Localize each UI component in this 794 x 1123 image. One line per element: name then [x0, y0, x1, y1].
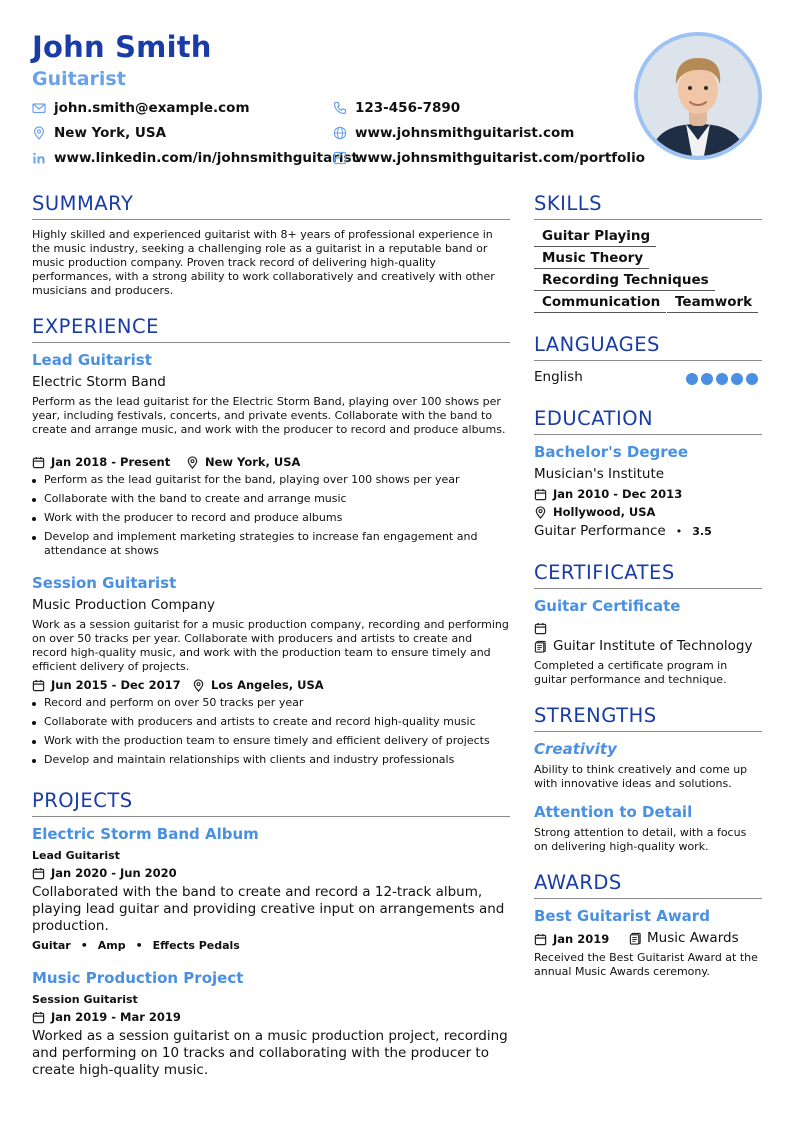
skill-tag: Teamwork: [667, 294, 758, 313]
summary-text: Highly skilled and experienced guitarist with 8+ years of professional experience in the music industry, seeking a challenging role as a guitarist in a reputable band or music production company. Proven track record of delivering high-quality performances, with a strong ability to work collaboratively and creatively with other musicians and producers.: [32, 228, 495, 297]
calendar-icon: [32, 679, 45, 692]
bullet-icon: [32, 498, 36, 502]
job-title: Session Guitarist: [32, 574, 177, 592]
certificate-icon: [629, 932, 642, 945]
job-title: Lead Guitarist: [32, 351, 152, 369]
summary-heading: SUMMARY: [32, 192, 510, 220]
tag: Amp: [97, 939, 126, 952]
list-item: Collaborate with producers and artists to create and record high-quality music: [32, 715, 510, 729]
bullet-icon: [32, 740, 36, 744]
job-dates: Jun 2015 - Dec 2017: [32, 678, 181, 692]
location-pin-icon: [192, 679, 205, 692]
bullet-icon: [32, 721, 36, 725]
language-level-dot: [686, 373, 698, 385]
award-title: Best Guitarist Award: [534, 907, 710, 925]
skill-tag: Guitar Playing: [534, 228, 656, 247]
certificates-heading: CERTIFICATES: [534, 561, 762, 589]
tag: Effects Pedals: [152, 939, 240, 952]
awards-heading: AWARDS: [534, 871, 762, 899]
skill-tag: Communication: [534, 294, 666, 313]
list-item: Record and perform on over 50 tracks per year: [32, 696, 510, 710]
project-description: Worked as a session guitarist on a music production project, recording and performing on 10 tracks and collaborating with the producer to create high-quality music.: [32, 1028, 508, 1078]
contact-email[interactable]: [32, 100, 250, 116]
project-title: Electric Storm Band Album: [32, 825, 259, 843]
bullet-icon: [32, 517, 36, 521]
email-text: john.smith@example.com: [54, 100, 250, 116]
resume-name: John Smith: [32, 30, 212, 64]
strength-title: Creativity: [534, 740, 617, 758]
globe-icon: [333, 126, 347, 140]
education-location: Hollywood, USA: [534, 505, 655, 519]
education-degree: Bachelor's Degree: [534, 443, 688, 461]
list-item: Work with the producer to record and produce albums: [32, 511, 510, 525]
phone-icon: [333, 101, 347, 115]
project-title: Music Production Project: [32, 969, 244, 987]
skills-heading: SKILLS: [534, 192, 762, 220]
email-icon: [32, 101, 46, 115]
website-text: www.johnsmithguitarist.com: [355, 125, 575, 141]
calendar-icon: [32, 1011, 45, 1024]
strength-title: Attention to Detail: [534, 803, 693, 821]
calendar-icon: [534, 622, 547, 635]
location-pin-icon: [534, 506, 547, 519]
contact-linkedin[interactable]: [32, 150, 358, 166]
job-description: Work as a session guitarist for a music production company, recording and performing on over 50 tracks per year. Collaborate with producers and artists to create and record high-quality music, and work with the production team to ensure timely and efficient delivery of projects.: [32, 618, 509, 673]
language-level-dot: [731, 373, 743, 385]
bullet-icon: [32, 759, 36, 763]
experience-heading: EXPERIENCE: [32, 315, 510, 343]
resume-role: Guitarist: [32, 68, 126, 90]
project-role: Session Guitarist: [32, 993, 138, 1006]
project-role: Lead Guitarist: [32, 849, 120, 862]
contact-location: [32, 125, 166, 141]
education-field: Guitar Performance • 3.5: [534, 523, 712, 539]
calendar-icon: [534, 488, 547, 501]
linkedin-icon: [32, 151, 46, 165]
portfolio-text: www.johnsmithguitarist.com/portfolio: [355, 150, 645, 166]
contact-website[interactable]: [333, 125, 574, 141]
certificate-description: Completed a certificate program in guitar performance and technique.: [534, 659, 728, 686]
job-company: Electric Storm Band: [32, 374, 166, 390]
strength-description: Ability to think creatively and come up with innovative ideas and solutions.: [534, 763, 748, 790]
education-dates: Jan 2010 - Dec 2013: [534, 487, 682, 501]
job-location: Los Angeles, USA: [192, 678, 324, 692]
job-description: Perform as the lead guitarist for the Electric Storm Band, playing over 100 shows per year, including festivals, concerts, and private events. Collaborate with the band to create and arrange music, and work with the producer to record and produce albums.: [32, 395, 506, 436]
project-dates: Jan 2019 - Mar 2019: [32, 1010, 181, 1024]
language-level: [683, 373, 758, 385]
languages-heading: LANGUAGES: [534, 333, 762, 361]
language-name: English: [534, 369, 583, 385]
list-item: Develop and implement marketing strategies to increase fan engagement and attendance at shows: [32, 530, 510, 558]
language-level-dot: [746, 373, 758, 385]
strength-description: Strong attention to detail, with a focus on delivering high-quality work.: [534, 826, 747, 853]
calendar-icon: [32, 867, 45, 880]
language-level-dot: [716, 373, 728, 385]
job-dates: Jan 2018 - Present: [32, 455, 170, 469]
calendar-icon: [32, 456, 45, 469]
skill-tag: Music Theory: [534, 250, 649, 269]
certificate-date-icon: [534, 620, 547, 639]
location-pin-icon: [32, 126, 46, 140]
bullet-icon: [32, 479, 36, 483]
language-level-dot: [701, 373, 713, 385]
calendar-icon: [534, 933, 547, 946]
bullet-icon: [32, 702, 36, 706]
education-school: Musician's Institute: [534, 466, 665, 482]
list-item: Perform as the lead guitarist for the band, playing over 100 shows per year: [32, 473, 510, 487]
certificate-icon: [534, 640, 547, 653]
portfolio-icon: [333, 151, 347, 165]
projects-heading: PROJECTS: [32, 789, 510, 817]
project-tags: Guitar • Amp • Effects Pedals: [32, 939, 240, 952]
profile-photo: [634, 32, 762, 160]
project-description: Collaborated with the band to create and record a 12-track album, playing lead guitar and providing creative input on arrangements and production.: [32, 884, 505, 934]
gpa-value: 3.5: [692, 524, 712, 538]
bullet-icon: [32, 536, 36, 540]
list-item: Work with the production team to ensure timely and efficient delivery of projects: [32, 734, 510, 748]
certificate-title: Guitar Certificate: [534, 597, 681, 615]
avatar-illustration: [638, 36, 758, 156]
tag: Guitar: [32, 939, 71, 952]
education-heading: EDUCATION: [534, 407, 762, 435]
contact-phone[interactable]: [333, 100, 460, 116]
location-text: New York, USA: [54, 125, 167, 141]
award-description: Received the Best Guitarist Award at the annual Music Awards ceremony.: [534, 951, 758, 978]
contact-portfolio[interactable]: [333, 150, 645, 166]
phone-text: 123-456-7890: [355, 100, 461, 116]
list-item: Develop and maintain relationships with clients and industry professionals: [32, 753, 510, 767]
project-dates: Jan 2020 - Jun 2020: [32, 866, 177, 880]
certificate-issuer: Guitar Institute of Technology: [534, 638, 752, 654]
job-company: Music Production Company: [32, 597, 216, 613]
list-item: Collaborate with the band to create and arrange music: [32, 492, 510, 506]
skill-tag: Recording Techniques: [534, 272, 715, 291]
strengths-heading: STRENGTHS: [534, 704, 762, 732]
job-location: New York, USA: [186, 455, 300, 469]
award-issuer: Music Awards: [629, 930, 739, 946]
location-pin-icon: [186, 456, 199, 469]
award-date: Jan 2019: [534, 932, 609, 946]
linkedin-text: www.linkedin.com/in/johnsmithguitarist: [54, 150, 358, 166]
